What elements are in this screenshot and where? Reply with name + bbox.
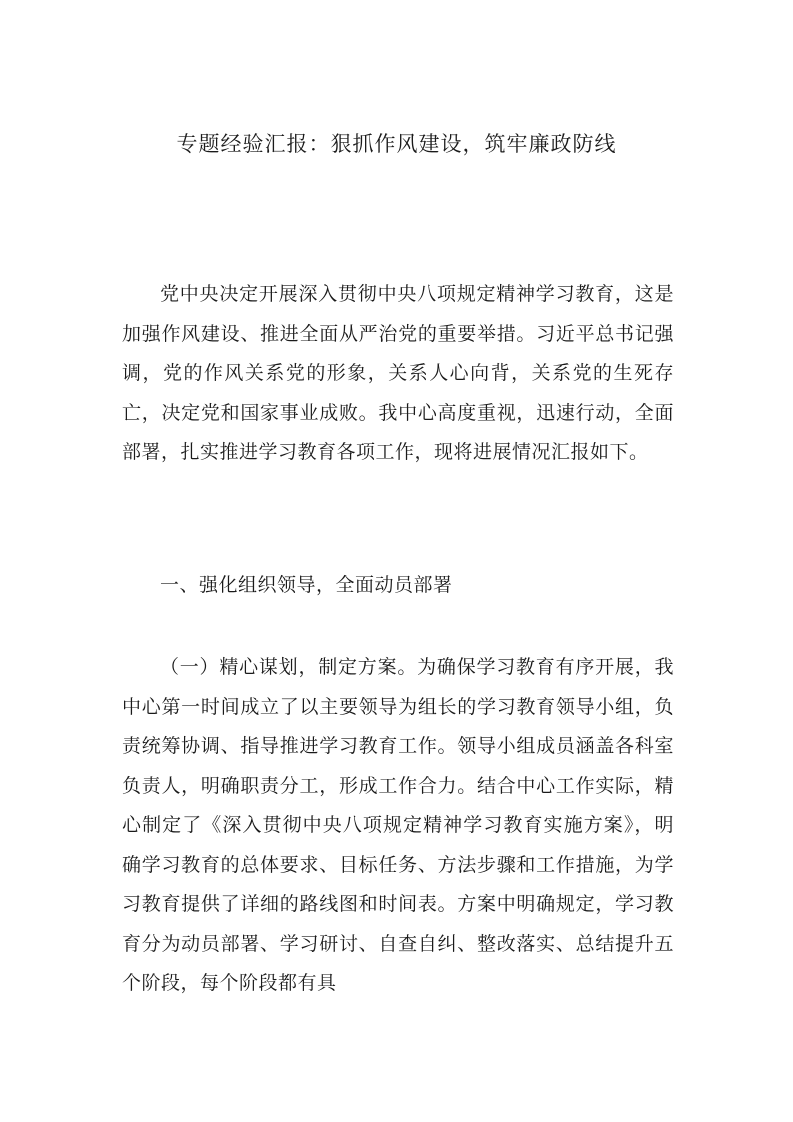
section-heading: 一、强化组织领导，全面动员部署: [160, 574, 453, 596]
intro-paragraph: 党中央决定开展深入贯彻中央八项规定精神学习教育，这是加强作风建设、推进全面从严治党的重要举措。习近平总书记强调，党的作风关系党的形象，关系人心向背，关系党的生死存亡，决定党和国家事业成败。我中心高度重视，迅速行动，全面部署，扎实推进学习教育各项工作，现将进展情况汇报如下。: [122, 283, 674, 463]
section-body-paragraph: （一）精心谋划，制定方案。为确保学习教育有序开展，我中心第一时间成立了以主要领导为组长的学习教育领导小组，负责统筹协调、指导推进学习教育工作。领导小组成员涵盖各科室负责人，明确职责分工，形成工作合力。结合中心工作实际，精心制定了《深入贯彻中央八项规定精神学习教育实施方案》，明确学习教育的总体要求、目标任务、方法步骤和工作措施，为学习教育提供了详细的路线图和时间表。方案中明确规定，学习教育分为动员部署、学习研讨、自查自纠、整改落实、总结提升五个阶段，每个阶段都有具: [122, 656, 674, 994]
document-title: 专题经验汇报：狠抓作风建设，筑牢廉政防线: [176, 132, 617, 156]
